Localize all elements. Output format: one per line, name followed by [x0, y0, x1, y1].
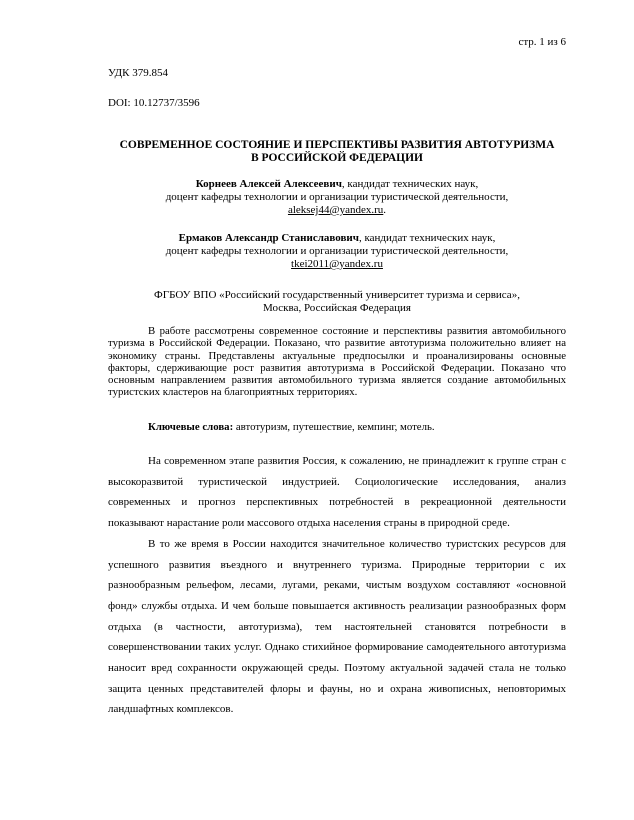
page-number: стр. 1 из 6 — [518, 36, 566, 48]
title-line-1: СОВРЕМЕННОЕ СОСТОЯНИЕ И ПЕРСПЕКТИВЫ РАЗВИТИЯ АВТОТУРИЗМА — [119, 139, 555, 151]
organization-line-1: ФГБОУ ВПО «Российский государственный университет туризма и сервиса», — [154, 289, 520, 301]
author-2-degree: , кандидат технических наук, — [358, 232, 496, 244]
author-2-email-line — [108, 258, 566, 271]
keywords-text: автотуризм, путешествие, кемпинг, мотель. — [233, 421, 435, 433]
author-1-email-line — [108, 204, 566, 217]
keywords-line — [148, 421, 435, 433]
author-1-name-line — [108, 178, 566, 191]
author-1-email-link[interactable]: aleksej44@yandex.ru — [287, 204, 384, 216]
title-line-2: В РОССИЙСКОЙ ФЕДЕРАЦИИ — [250, 152, 424, 164]
body-paragraph-2: В то же время в России находится значительное количество туристских ресурсов для успешного развития въездного и внутреннего туризма. Природные территории с их разнообразным рельефом, лесами, лугами, реками, чистым воздухом составляют «основной фонд» службы отдыха. И чем больше повышается активность реализации разнообразных форм отдыха (в частности, автотуризма), тем настоятельней становятся потребности в совершенствовании таких услуг. Однако стихийное формирование самодеятельного автотуризма наносит вред сохранности окружающей среды. Поэтому актуальной задачей стала не только защита ценных представителей флоры и фауны, но и охрана живописных, неповторимых ландшафтных комплексов. — [108, 537, 566, 716]
author-block-1 — [108, 178, 566, 217]
udk-code: УДК 379.854 — [108, 67, 169, 79]
article-body — [108, 451, 566, 720]
abstract: В работе рассмотрены современное состояние и перспективы развития автомобильного туризма в Российской Федерации. Показано, что развитие автотуризма положительно влияет на экономику страны. Представлены актуальные предпосылки и проанализированы основные факторы, сдерживающие рост развития автотуризма в Российской Федерации. Показано что основным направлением развития автомобильного туризма является создание автомобильных туристских кластеров на благоприятных территориях. — [108, 325, 566, 399]
doi: DOI: 10.12737/3596 — [108, 97, 200, 109]
author-2-name-line — [108, 232, 566, 245]
author-2-position: доцент кафедры технологии и организации туристической деятельности, — [165, 245, 509, 257]
author-1-position: доцент кафедры технологии и организации туристической деятельности, — [165, 191, 509, 203]
body-paragraph-1: На современном этапе развития Россия, к сожалению, не принадлежит к группе стран с высокоразвитой туристической индустрией. Социологические исследования, анализ современных и прогноз перспективных потребностей в рекреационной деятельности показывают нарастание роли массового отдыха населения страны в природной среде. — [108, 455, 566, 530]
author-block-2 — [108, 232, 566, 271]
keywords-label: Ключевые слова: — [148, 421, 234, 433]
article-title — [108, 139, 566, 165]
author-2-name: Ермаков Александр Станиславович — [178, 232, 359, 244]
author-2-email-link[interactable]: tkei2011@yandex.ru — [291, 258, 383, 270]
author-1-email-suffix: . — [383, 204, 387, 216]
author-1-name: Корнеев Алексей Алексеевич — [195, 178, 342, 190]
organization-line-2: Москва, Российская Федерация — [263, 302, 411, 314]
author-1-degree: , кандидат технических наук, — [341, 178, 479, 190]
organization — [108, 289, 566, 315]
